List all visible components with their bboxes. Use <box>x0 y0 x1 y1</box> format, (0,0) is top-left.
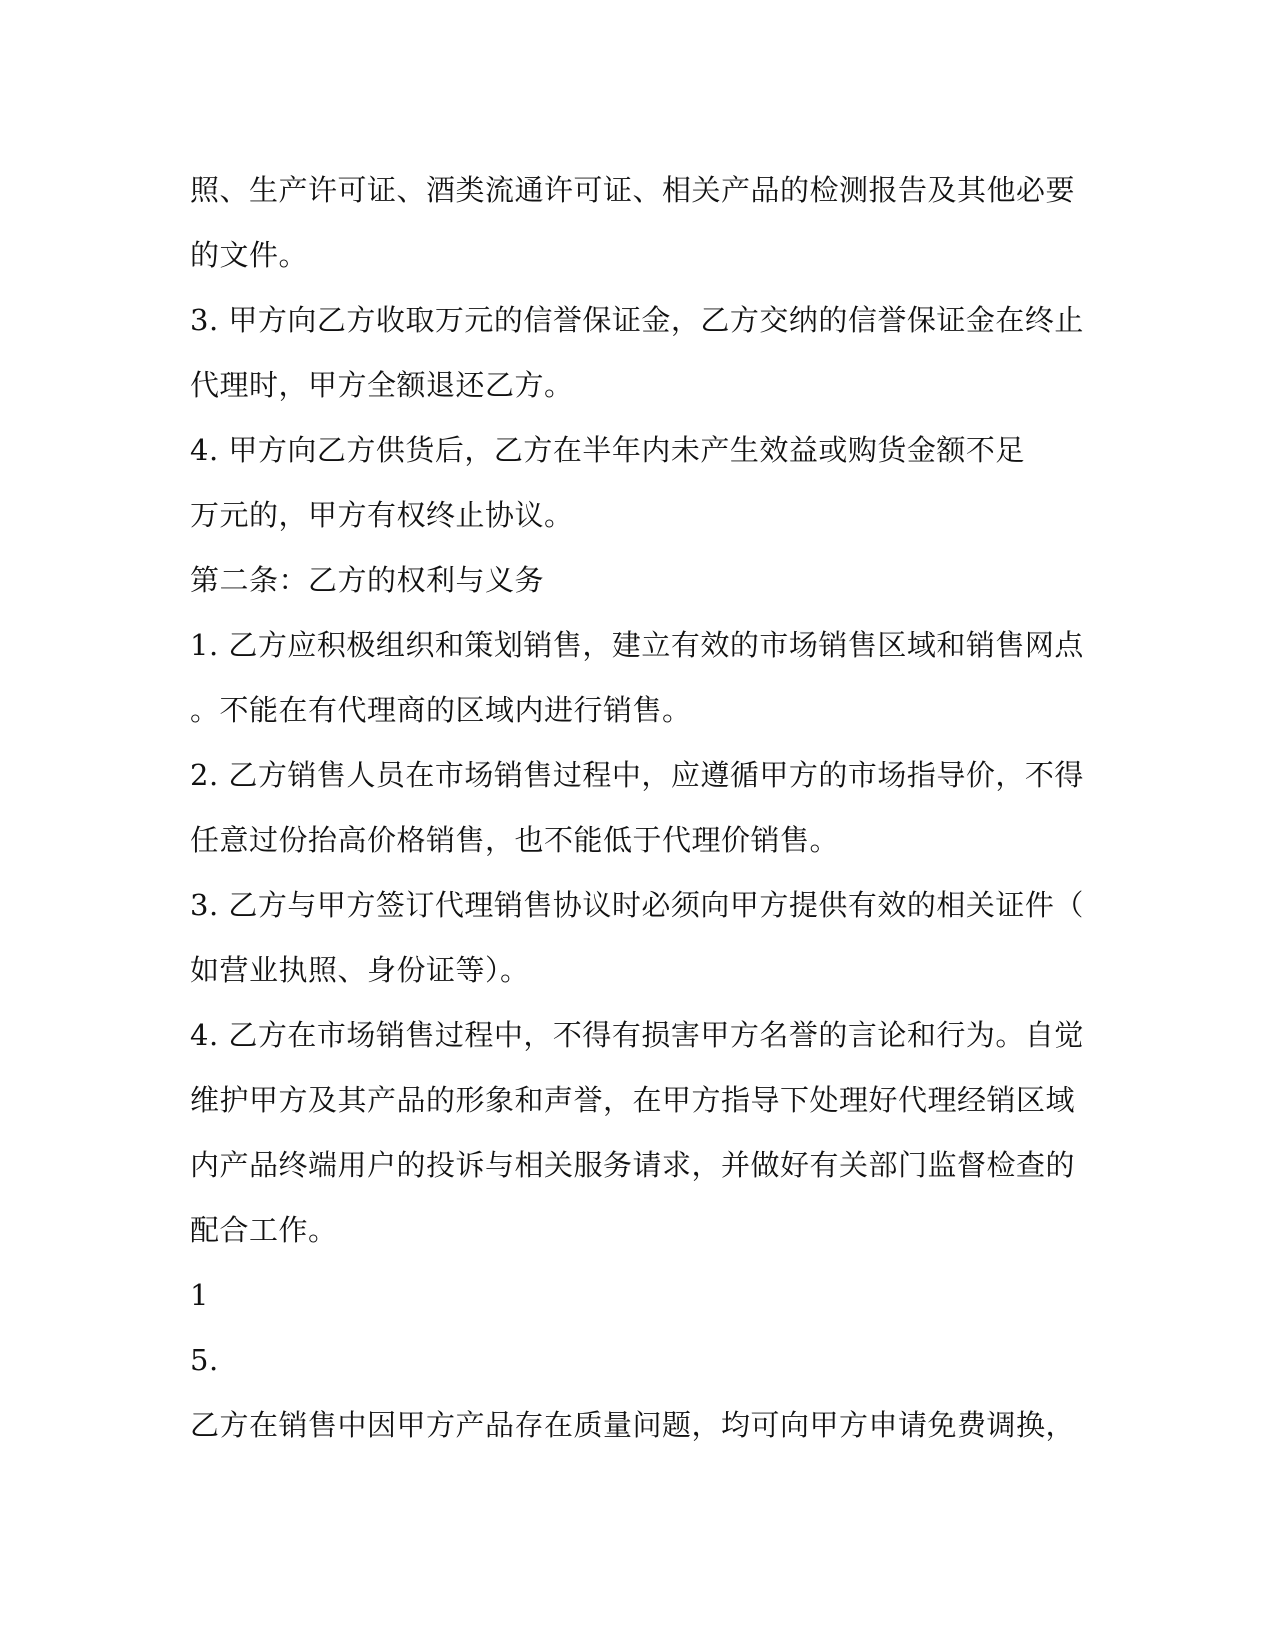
page-number: 1 <box>190 1278 209 1312</box>
text-line: 的文件。 <box>190 238 309 272</box>
text-line: 3. 甲方向乙方收取万元的信誉保证金，乙方交纳的信誉保证金在终止 <box>190 303 1084 337</box>
text-line: 代理时，甲方全额退还乙方。 <box>190 368 574 402</box>
text-line: 维护甲方及其产品的形象和声誉，在甲方指导下处理好代理经销区域 <box>190 1083 1076 1117</box>
document-body <box>190 158 1084 1458</box>
section-heading: 第二条：乙方的权利与义务 <box>190 563 545 597</box>
text-line: 照、生产许可证、酒类流通许可证、相关产品的检测报告及其他必要 <box>190 173 1076 207</box>
text-line: 万元的，甲方有权终止协议。 <box>190 498 574 532</box>
text-line: 如营业执照、身份证等）。 <box>190 953 530 987</box>
text-line: 。不能在有代理商的区域内进行销售。 <box>190 693 692 727</box>
text-line: 乙方在销售中因甲方产品存在质量问题，均可向甲方申请免费调换， <box>190 1408 1076 1442</box>
text-line: 2. 乙方销售人员在市场销售过程中，应遵循甲方的市场指导价，不得 <box>190 758 1084 792</box>
text-line: 4. 乙方在市场销售过程中，不得有损害甲方名誉的言论和行为。自觉 <box>190 1018 1084 1052</box>
text-line: 4. 甲方向乙方供货后，乙方在半年内未产生效益或购货金额不足 <box>190 433 1025 467</box>
text-line: 配合工作。 <box>190 1213 338 1247</box>
text-line: 3. 乙方与甲方签订代理销售协议时必须向甲方提供有效的相关证件（ <box>190 888 1084 922</box>
text-line: 任意过份抬高价格销售，也不能低于代理价销售。 <box>190 823 840 857</box>
text-line: 1. 乙方应积极组织和策划销售，建立有效的市场销售区域和销售网点 <box>190 628 1084 662</box>
list-marker: 5. <box>190 1343 219 1377</box>
text-line: 内产品终端用户的投诉与相关服务请求，并做好有关部门监督检查的 <box>190 1148 1076 1182</box>
